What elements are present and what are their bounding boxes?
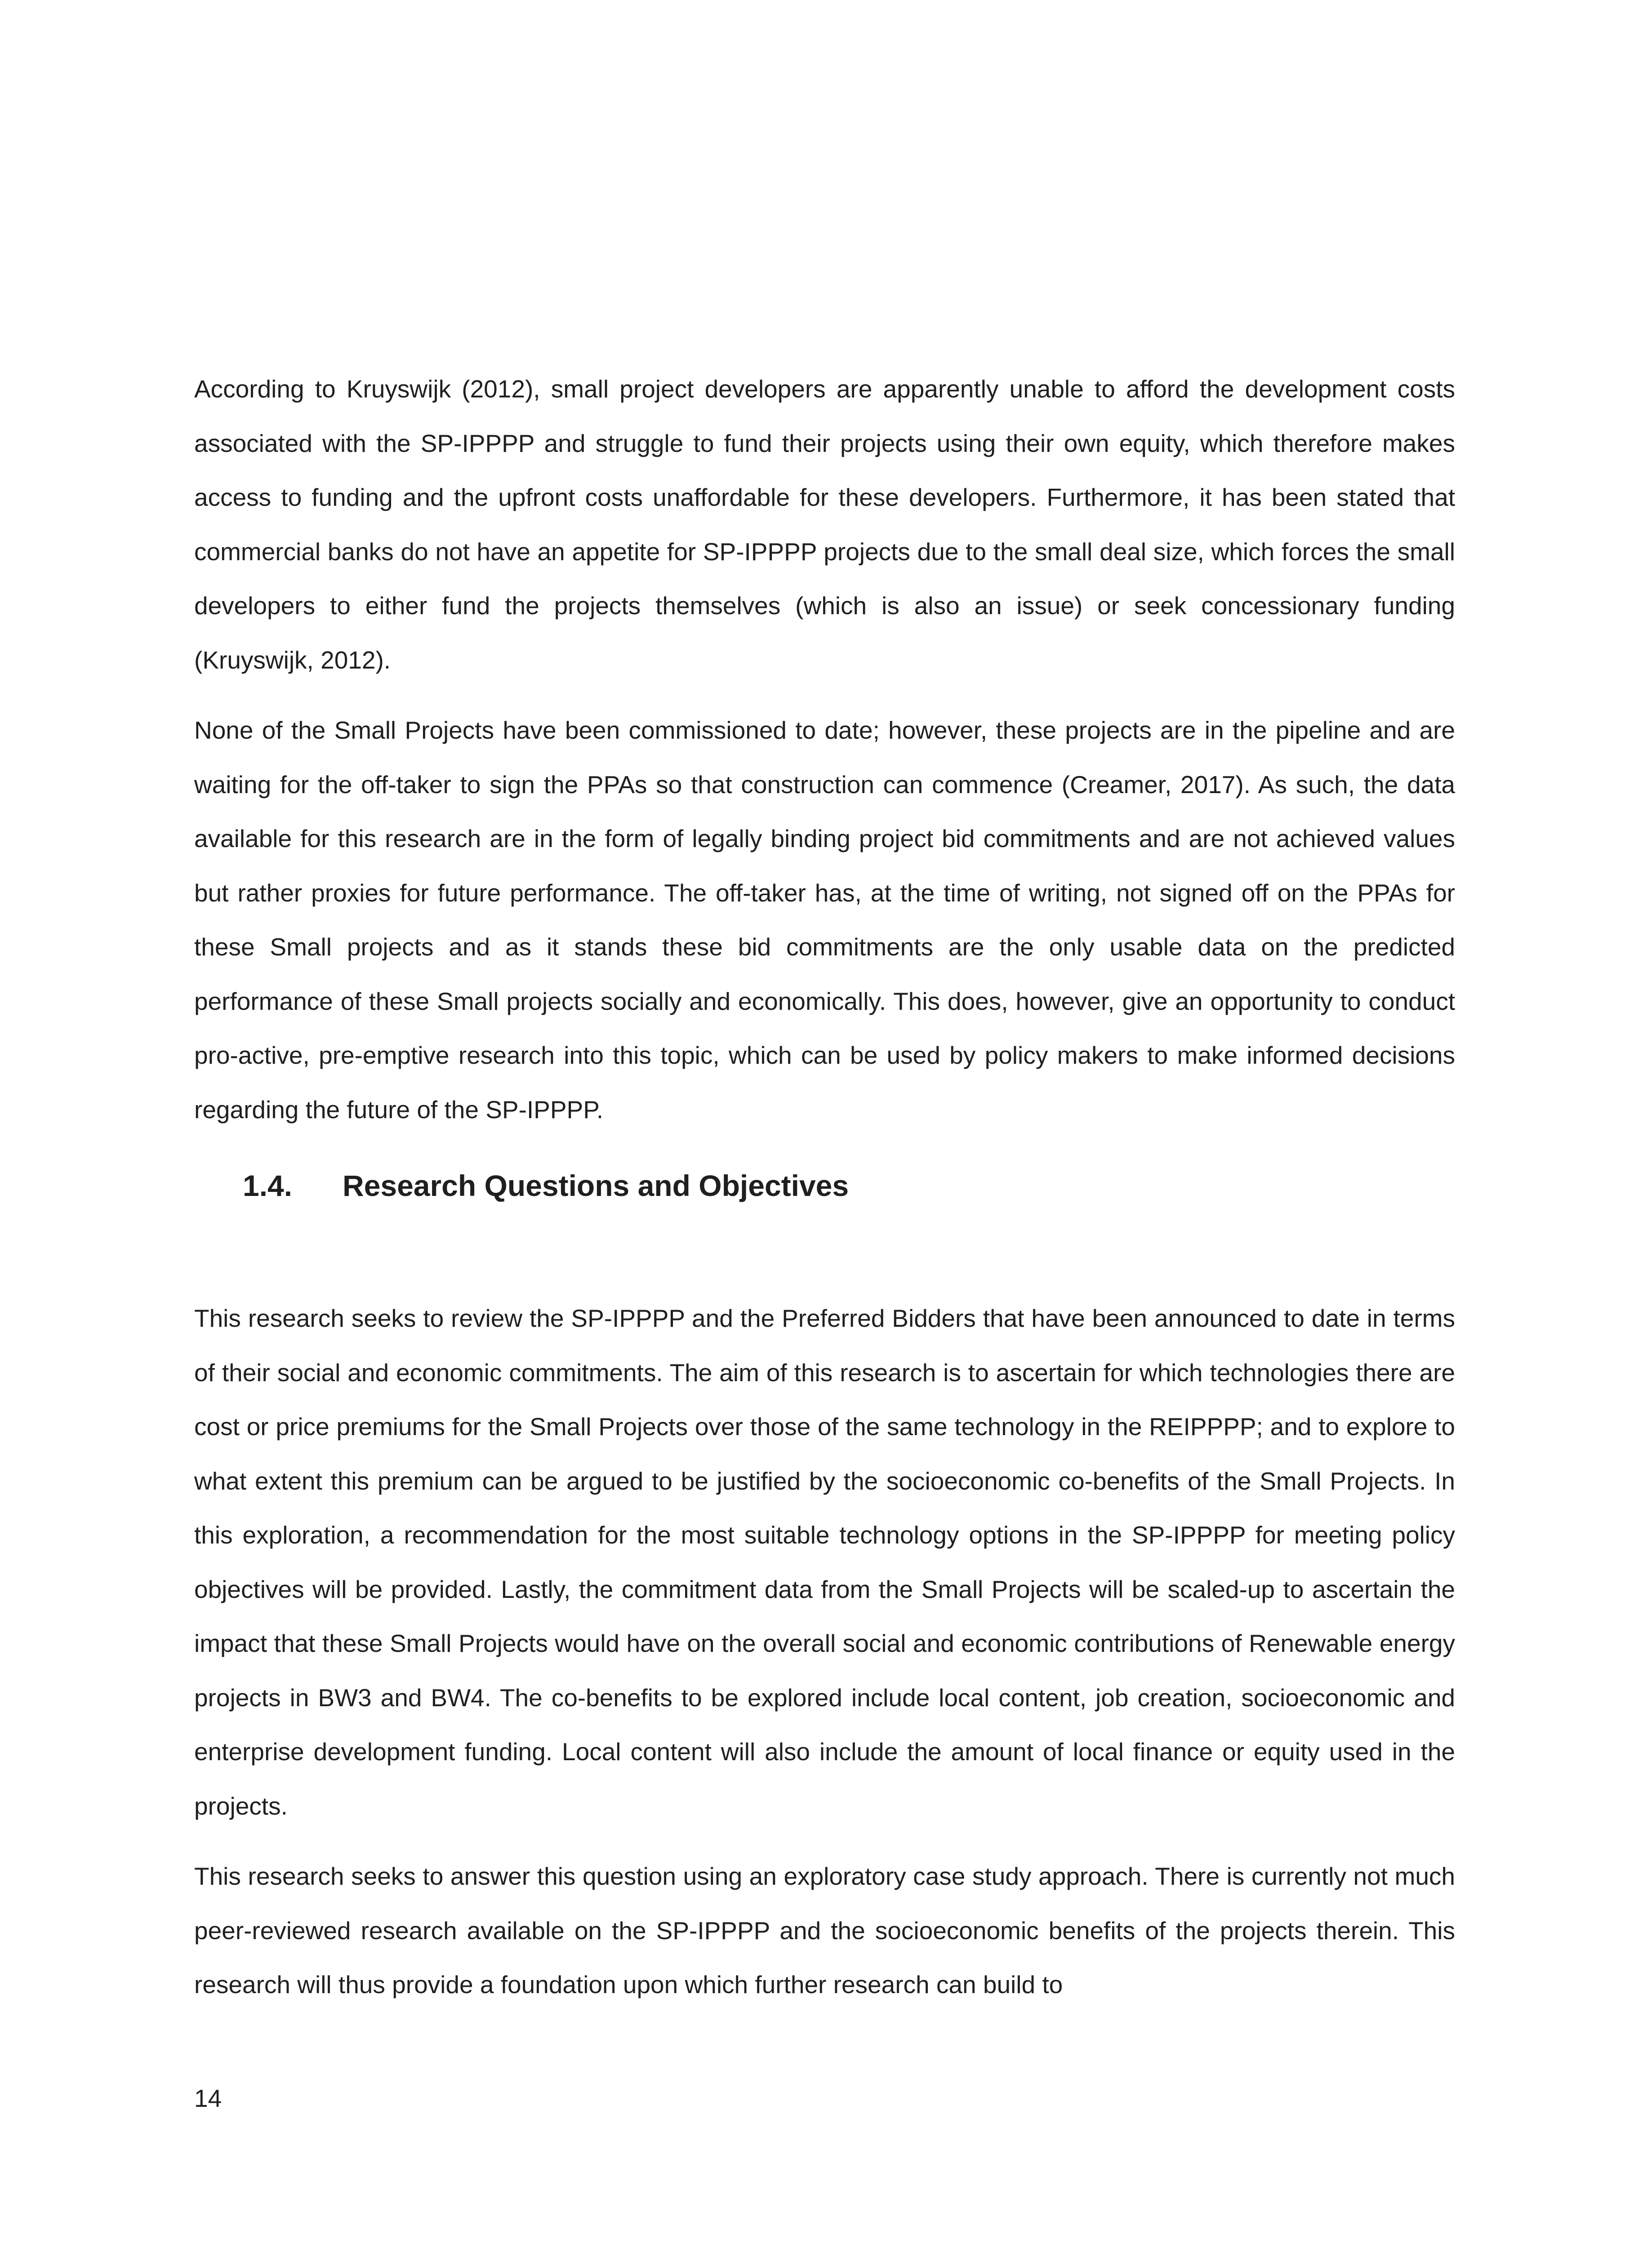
page-body [194, 362, 1455, 2012]
section-title: Research Questions and Objectives [343, 1169, 849, 1202]
section-number: 1.4. [243, 1169, 293, 1202]
page-number: 14 [194, 2084, 222, 2112]
paragraph-research-aim: This research seeks to review the SP-IPPPP and the Preferred Bidders that have been announced to date in terms of their social and economic commitments. The aim of this research is to ascertain for which technologies there are cost or price premiums for the Small Projects over those of the same technology in the REIPPPP; and to explore to what extent this premium can be argued to be justified by the socioeconomic co-benefits of the Small Projects. In this exploration, a recommendation for the most suitable technology options in the SP-IPPPP for meeting policy objectives will be provided. Lastly, the commitment data from the Small Projects will be scaled-up to ascertain the impact that these Small Projects would have on the overall social and economic contributions of Renewable energy projects in BW3 and BW4. The co-benefits to be explored include local content, job creation, socioeconomic and enterprise development funding. Local content will also include the amount of local finance or equity used in the projects. [194, 1304, 1455, 1820]
paragraph-commissioning-status: None of the Small Projects have been commissioned to date; however, these projects are in the pipeline and are waiting for the off-taker to sign the PPAs so that construction can commence (Creamer, 2017). As such, the data available for this research are in the form of legally binding project bid commitments and are not achieved values but rather proxies for future performance. The off-taker has, at the time of writing, not signed off on the PPAs for these Small projects and as it stands these bid commitments are the only usable data on the predicted performance of these Small projects socially and economically. This does, however, give an opportunity to conduct pro-active, pre-emptive research into this topic, which can be used by policy makers to make informed decisions regarding the future of the SP-IPPPP. [194, 716, 1455, 1124]
paragraph-research-approach: This research seeks to answer this question using an exploratory case study approach. There is currently not much peer-reviewed research available on the SP-IPPPP and the socioeconomic benefits of the projects therein. This research will thus provide a foundation upon which further research can build to [194, 1862, 1455, 1998]
paragraph-funding-constraints: According to Kruyswijk (2012), small project developers are apparently unable to afford the development costs associated with the SP-IPPPP and struggle to fund their projects using their own equity, which therefore makes access to funding and the upfront costs unaffordable for these developers. Furthermore, it has been stated that commercial banks do not have an appetite for SP-IPPPP projects due to the small deal size, which forces the small developers to either fund the projects themselves (which is also an issue) or seek concessionary funding (Kruyswijk, 2012). [194, 375, 1455, 674]
section-heading [194, 1161, 1455, 1210]
